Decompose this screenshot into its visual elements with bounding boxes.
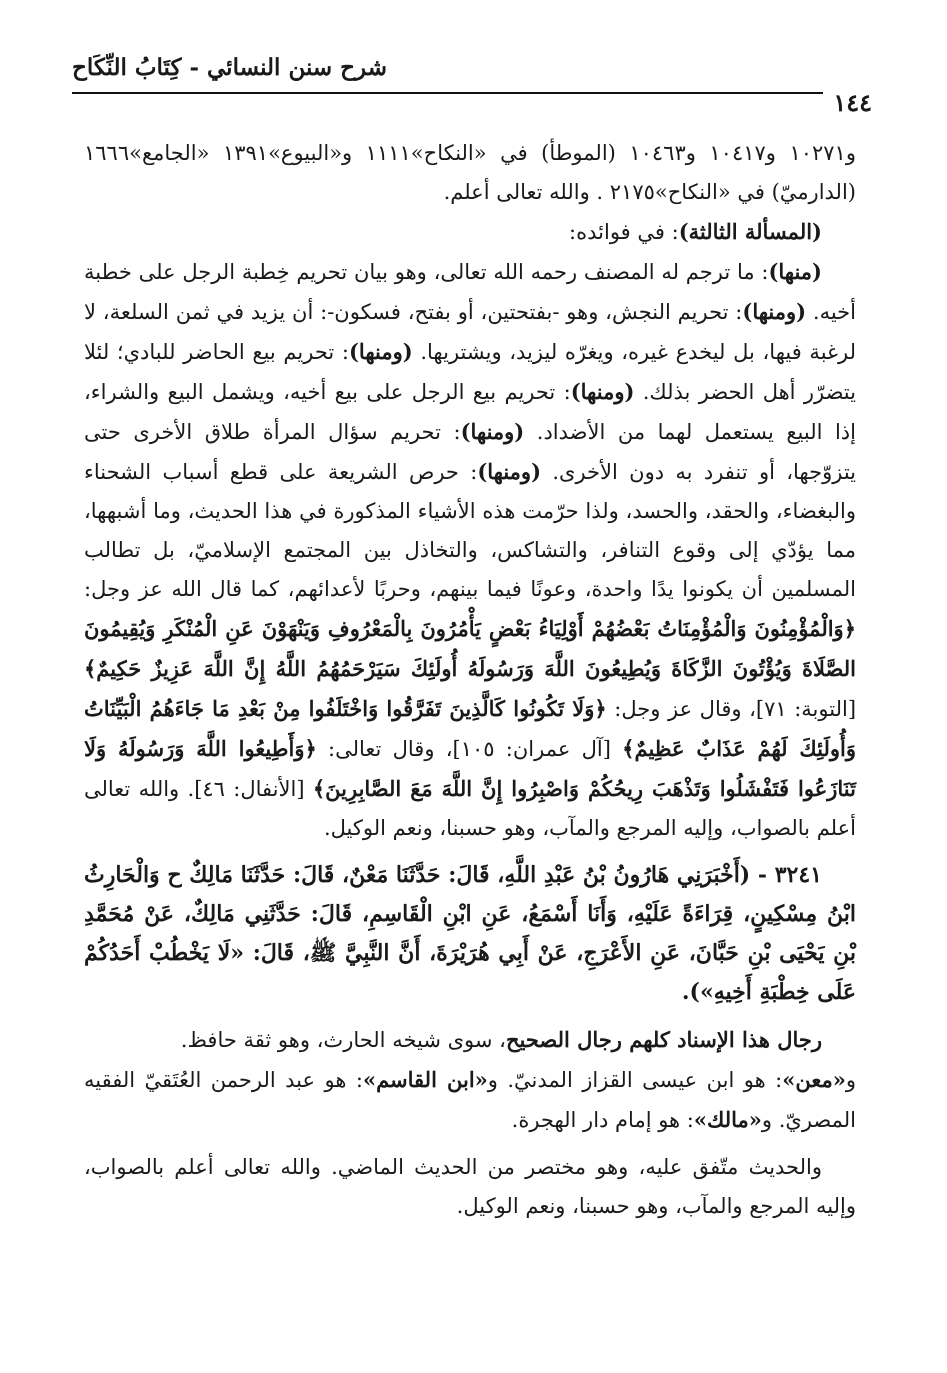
isnad-note-rest: ، سوى شيخه الحارث، وهو ثقة حافظ. bbox=[180, 1028, 506, 1052]
takhrij-line-1: و١٠٢٧١ و١٠٤١٧ و١٠٤٦٣ (الموطأ) في «النكاح»١١١١ و«البيوع»١٣٩١ bbox=[222, 141, 856, 165]
verse-reference: [التوبة: ٧١]، وقال عز وجل: bbox=[606, 697, 857, 721]
benefit-marker: (ومنها) bbox=[460, 419, 525, 444]
running-title: شرح سنن النسائي - كِتَابُ النِّكَاح bbox=[72, 54, 387, 81]
quran-verse: ﴿وَالْمُؤْمِنُونَ وَالْمُؤْمِنَاتُ بَعْضُهُمْ أَوْلِيَاءُ بَعْضٍ يَأْمُرُونَ بِالْمَعْرُوفِ وَيَنْهَوْنَ عَنِ الْمُنْكَرِ وَيُقِيمُونَ الصَّلَاةَ وَيُؤْتُونَ الزَّكَاةَ وَيُطِيعُونَ اللَّهَ وَرَسُولَهُ أُولَئِكَ سَيَرْحَمُهُمُ اللَّهُ إِنَّ اللَّهَ عَزِيزٌ حَكِيمٌ﴾ bbox=[84, 616, 856, 681]
header-rule bbox=[72, 92, 872, 94]
benefit-marker: (ومنها) bbox=[349, 339, 413, 364]
benefit-marker: (ومنها) bbox=[742, 299, 807, 324]
narrator-name: «مالك» bbox=[693, 1107, 762, 1132]
benefit-text: : تحريم بيع الحاضر للبادي؛ لئلا يتضرّر أهل الحضر بذلك. bbox=[84, 340, 856, 404]
section-heading bbox=[84, 212, 856, 252]
benefit-text: : تحريم سؤال المرأة طلاق الأخرى حتى يتزوّجها، أو تنفرد به دون الأخرى. bbox=[84, 420, 856, 484]
benefit-marker: (ومنها) bbox=[570, 379, 635, 404]
takhrij-line-2: «الجامع»١٦٦٦ (الدارميّ) في «النكاح»٢١٧٥ . والله تعالى أعلم. bbox=[84, 141, 856, 204]
quran-verse: ﴿وَلَا تَكُونُوا كَالَّذِينَ تَفَرَّقُوا وَاخْتَلَفُوا مِنْ بَعْدِ مَا جَاءَهُمُ الْبَيِّنَاتُ وَأُولَئِكَ لَهُمْ عَذَابٌ عَظِيمٌ﴾ bbox=[84, 696, 856, 761]
closing-paragraph: والحديث متّفق عليه، وهو مختصر من الحديث الماضي. والله تعالى أعلم بالصواب، وإليه المرجع والمآب، وهو حسبنا، ونعم الوكيل. bbox=[84, 1155, 856, 1218]
narrators-text: : هو إمام دار الهجرة. bbox=[511, 1108, 694, 1132]
page-header bbox=[72, 52, 872, 117]
benefit-text: : حرص الشريعة على قطع أسباب الشحناء والبغضاء، والحقد، والحسد، ولذا حرّمت هذه الأشياء المذكورة في هذا الحديث، وما أشبهها، مما يؤدّي إلى وقوع التنافر، والتشاكس، والتخاذل بين المجتمع الإسلاميّ، بل تطالب المسلمين أن يكونوا يدًا واحدة، وعونًا فيما بينهم، وحربًا لأعدائهم، كما قال الله عز وجل: bbox=[84, 460, 856, 601]
isnad-note bbox=[84, 1020, 856, 1060]
section-heading-rest: : في فوائده: bbox=[569, 220, 679, 244]
narrators-text: و bbox=[845, 1068, 856, 1092]
verse-reference: [الأنفال: ٤٦]. والله تعالى أعلم بالصواب، وإليه المرجع والمآب، وهو حسبنا، ونعم الوكيل. bbox=[84, 777, 856, 840]
benefit-marker: (منها) bbox=[768, 259, 822, 284]
narrator-name: «ابن القاسم» bbox=[362, 1067, 488, 1092]
benefit-marker: (ومنها) bbox=[477, 459, 542, 484]
benefit-text: : ما ترجم له المصنف رحمه الله تعالى، وهو بيان تحريم خِطبة الرجل على خطبة أخيه. bbox=[84, 260, 856, 324]
narrator-name: «معن» bbox=[782, 1067, 846, 1092]
benefit-text: : تحريم بيع الرجل على بيع أخيه، ويشمل البيع والشراء، إذا البيع يستعمل لهما من الأضداد. bbox=[84, 380, 856, 444]
hadith-text: ٣٢٤١ - (أَخْبَرَنِي هَارُونُ بْنُ عَبْدِ اللَّهِ، قَالَ: حَدَّثَنَا مَعْنٌ، قَالَ: حَدَّثَنَا مَالِكٌ ح وَالْحَارِثُ ابْنُ مِسْكِينٍ، قِرَاءَةً عَلَيْهِ، وَأَنَا أَسْمَعُ، عَنِ ابْنِ الْقَاسِمِ، قَالَ: حَدَّثَنِي مَالِكٌ، عَنْ مُحَمَّدِ بْنِ يَحْيَى بْنِ حَبَّانَ، عَنِ الأَعْرَجِ، عَنْ أَبِي هُرَيْرَةَ، أَنَّ النَّبِيَّ ﷺ، قَالَ: «لَا يَخْطُبْ أَحَدُكُمْ عَلَى خِطْبَةِ أَخِيهِ»). bbox=[84, 862, 856, 1005]
benefit-text: : تحريم النجش، وهو -بفتحتين، أو بفتح، فسكون-: أن يزيد في ثمن السلعة، لا لرغبة فيها، بل ليخدع غيره، ويغرّه ليزيد، ويشتريها. bbox=[84, 300, 856, 364]
takhrij-paragraph bbox=[84, 134, 856, 212]
isnad-note-lead: رجال هذا الإسناد كلهم رجال الصحيح bbox=[505, 1027, 822, 1052]
verse-reference: [آل عمران: ١٠٥]، وقال تعالى: bbox=[316, 737, 623, 761]
narrators-text: : هو ابن عيسى القزاز المدنيّ. و bbox=[487, 1068, 783, 1092]
quran-verse: ﴿وَأَطِيعُوا اللَّهَ وَرَسُولَهُ وَلَا تَنَازَعُوا فَتَفْشَلُوا وَتَذْهَبَ رِيحُكُمْ وَاصْبِرُوا إِنَّ اللَّهَ مَعَ الصَّابِرِينَ﴾ bbox=[84, 736, 856, 801]
section-heading-title: (المسألة الثالثة) bbox=[678, 219, 822, 244]
narrators-text: : هو عبد الرحمن العُتَقيّ الفقيه المصريّ. و bbox=[84, 1068, 856, 1132]
narrators-paragraph bbox=[84, 1060, 856, 1140]
benefits-paragraph bbox=[84, 252, 856, 848]
body-text bbox=[84, 134, 856, 1314]
page-number: ١٤٤ bbox=[823, 90, 872, 116]
